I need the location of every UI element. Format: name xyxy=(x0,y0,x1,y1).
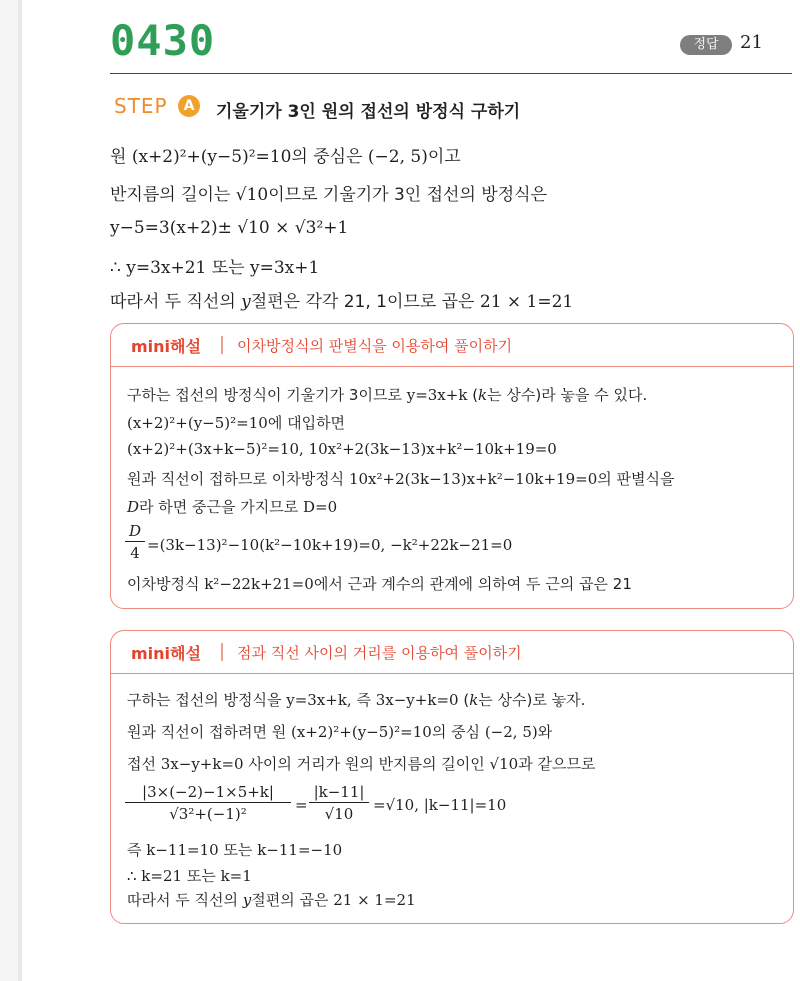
solution-line-2: 반지름의 길이는 √10이므로 기울기가 3인 접선의 방정식은 xyxy=(110,185,547,205)
mini2-line-2: 원과 직선이 접하려면 원 (x+2)²+(y−5)²=10의 중심 (−2, 5)와 xyxy=(127,723,553,741)
step-title: 기울기가 3인 원의 접선의 방정식 구하기 xyxy=(216,102,521,122)
mini1-line-7: 이차방정식 k²−22k+21=0에서 근과 계수의 관계에 의하여 두 근의 곱은 21 xyxy=(127,575,632,593)
mini1-fraction: $\frac{D}{4}$ xyxy=(125,522,145,562)
mini-separator xyxy=(111,673,793,674)
mini2-line-5: 즉 k−11=10 또는 k−11=−10 xyxy=(127,841,343,859)
mini2-equals-2: =√10, |k−11|=10 xyxy=(373,796,507,814)
mini2-fraction-2: $\frac{|k-11|}{√10}$ xyxy=(309,783,369,823)
mini-header xyxy=(111,631,793,671)
mini-separator xyxy=(111,366,793,367)
mini2-line-3: 접선 3x−y+k=0 사이의 거리가 원의 반지름의 길이인 √10과 같으므로 xyxy=(127,755,596,773)
step-label: STEP xyxy=(114,94,168,118)
mini2-line-7: 따라서 두 직선의 y절편의 곱은 21 × 1=21 xyxy=(127,891,416,909)
solution-line-1: 원 (x+2)²+(y−5)²=10의 중심은 (−2, 5)이고 xyxy=(110,147,461,167)
mini2-equals-1: = xyxy=(295,796,308,814)
mini-title: 점과 직선 사이의 거리를 이용하여 풀이하기 xyxy=(237,644,522,662)
mini-divider-bar xyxy=(221,336,223,354)
mini1-line-4: 원과 직선이 접하므로 이차방정식 10x²+2(3k−13)x+k²−10k+19=0의 판별식을 xyxy=(127,470,675,488)
mini-divider-bar xyxy=(221,643,223,661)
header-divider xyxy=(110,73,792,74)
mini1-line-2: (x+2)²+(y−5)²=10에 대입하면 xyxy=(127,414,346,432)
mini2-line-6: ∴ k=21 또는 k=1 xyxy=(127,867,252,885)
solution-page xyxy=(22,0,800,981)
answer-badge: 정답 xyxy=(680,35,732,55)
mini-brand: mini해설 xyxy=(131,337,201,356)
step-badge: A xyxy=(178,95,200,117)
mini2-line-1: 구하는 접선의 방정식을 y=3x+k, 즉 3x−y+k=0 (k는 상수)로 놓자. xyxy=(127,691,586,709)
mini1-line-3: (x+2)²+(3x+k−5)²=10, 10x²+2(3k−13)x+k²−10k+19=0 xyxy=(127,440,557,458)
mini1-line-5: D라 하면 중근을 가지므로 D=0 xyxy=(127,498,338,516)
mini1-line-6: =(3k−13)²−10(k²−10k+19)=0, −k²+22k−21=0 xyxy=(147,536,513,554)
problem-number: 0430 xyxy=(110,16,216,65)
solution-line-3: y−5=3(x+2)± √10 × √3²+1 xyxy=(110,218,349,238)
solution-line-4: ∴ y=3x+21 또는 y=3x+1 xyxy=(110,258,320,278)
answer-value: 21 xyxy=(740,32,763,53)
mini-solution-box-2 xyxy=(110,630,794,924)
mini-header xyxy=(111,324,793,364)
solution-line-5: 따라서 두 직선의 y절편은 각각 21, 1이므로 곱은 21 × 1=21 xyxy=(110,292,574,312)
mini-solution-box-1 xyxy=(110,323,794,609)
mini1-line-1: 구하는 접선의 방정식이 기울기가 3이므로 y=3x+k (k는 상수)라 놓을 수 있다. xyxy=(127,386,648,404)
mini-brand: mini해설 xyxy=(131,644,201,663)
mini-title: 이차방정식의 판별식을 이용하여 풀이하기 xyxy=(237,337,513,355)
mini2-fraction-1: $\frac{|3\times(-2)-1\times 5+k|}{\text{√3²+(−1)²}}$ xyxy=(125,783,291,823)
